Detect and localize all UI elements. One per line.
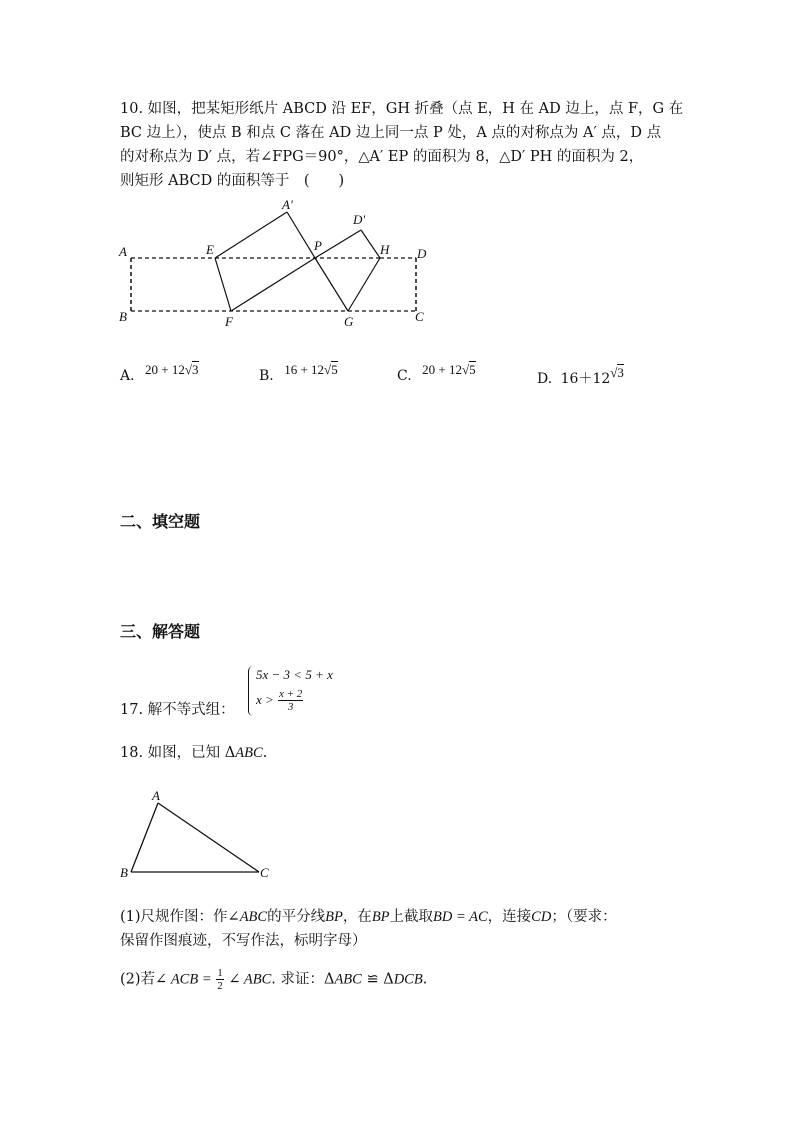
section-heading-solve: 三、解答题: [120, 622, 201, 641]
segment-PG: [315, 258, 348, 311]
label-H: H: [380, 242, 390, 257]
q10-option-D: [537, 362, 624, 387]
q10-option-A: [120, 362, 199, 384]
segment-D1H: [361, 230, 380, 258]
fraction-denominator: 3: [287, 701, 294, 713]
sqrt-sign: √: [610, 365, 618, 380]
q17-label: 17. 解不等式组：: [120, 702, 235, 718]
q17-inequality-1: 5x − 3 < 5 + x: [256, 667, 333, 682]
label-E: E: [206, 242, 214, 257]
q10-option-B: [259, 362, 338, 384]
half-fraction: $\frac{1}{2}$: [217, 967, 223, 992]
label-P: P: [314, 238, 322, 253]
label-B: B: [119, 309, 127, 324]
option-value: 16 + 12: [284, 362, 325, 377]
label-A-prime: A′: [282, 197, 293, 212]
sqrt-sign: √: [461, 362, 470, 377]
q10-line-4: 则矩形 ABCD 的面积等于 ( ): [120, 173, 345, 189]
q18-part2: (2)若∠ ACB = $\frac{1}{2}$ ∠ ABC. 求证：ΔABC ≌ ΔDCB.: [120, 967, 428, 992]
q10-line-1: 10. 如图，把某矩形纸片 ABCD 沿 EF，GH 折叠（点 E，H 在 AD 边上，点 F，G 在: [120, 101, 684, 117]
sqrt-sign: √: [184, 362, 192, 377]
sqrt-sign: √: [324, 362, 332, 377]
option-value: 16＋12: [560, 371, 611, 387]
segment-FP: [231, 258, 315, 311]
q17-inequality-2: [256, 688, 303, 713]
label-D-prime: D′: [353, 212, 366, 227]
option-value: 20 + 12: [145, 362, 185, 377]
option-letter: C.: [397, 368, 412, 384]
label-A: A: [119, 244, 127, 259]
segment-GH: [348, 258, 380, 311]
vertex-label-A: A: [152, 788, 160, 803]
label-F: F: [225, 314, 233, 329]
q17-system-brace: [248, 666, 253, 716]
label-G: G: [344, 314, 354, 329]
q18-part1-line2: 保留作图痕迹，不写作法，标明字母）: [120, 933, 367, 949]
fraction-numerator: x + 2: [278, 688, 303, 700]
q18-intro: 18. 如图，已知 ΔABC.: [120, 745, 268, 761]
ineq2-lhs: x >: [256, 692, 274, 707]
radicand: 3: [192, 362, 199, 377]
radicand: 3: [617, 365, 624, 380]
q10-fold-figure: [110, 190, 440, 340]
q10-option-C: [397, 362, 476, 384]
q10-line-2: BC 边上），使点 B 和点 C 落在 AD 边上同一点 P 处，A 点的对称点为 A′ 点，D 点: [120, 125, 662, 141]
q18-triangle-figure: [115, 783, 280, 883]
option-letter: B.: [259, 368, 274, 384]
side-AC: [158, 803, 259, 872]
side-AB: [131, 803, 158, 872]
q18-part1-line1: (1)尺规作图：作∠ABC的平分线BP，在BP上截取BD = AC，连接CD；（要求：: [120, 909, 617, 925]
option-letter: D.: [537, 371, 553, 387]
section-heading-fill-in: 二、填空题: [120, 512, 201, 531]
q10-line-3: 的对称点为 D′ 点，若∠FPG＝90°，△A′ EP 的面积为 8，△D′ PH 的面积为 2，: [120, 149, 644, 165]
option-letter: A.: [120, 368, 135, 384]
radicand: 5: [331, 362, 338, 377]
option-value: 20 + 12: [422, 362, 462, 377]
segment-EA1: [215, 212, 287, 258]
vertex-label-C: C: [260, 865, 269, 880]
radicand: 5: [469, 362, 476, 377]
segment-A1P: [287, 212, 315, 258]
segment-EF: [215, 258, 231, 311]
label-C: C: [415, 309, 424, 324]
vertex-label-B: B: [120, 865, 128, 880]
label-D: D: [417, 246, 427, 261]
ineq2-fraction: [278, 688, 303, 713]
